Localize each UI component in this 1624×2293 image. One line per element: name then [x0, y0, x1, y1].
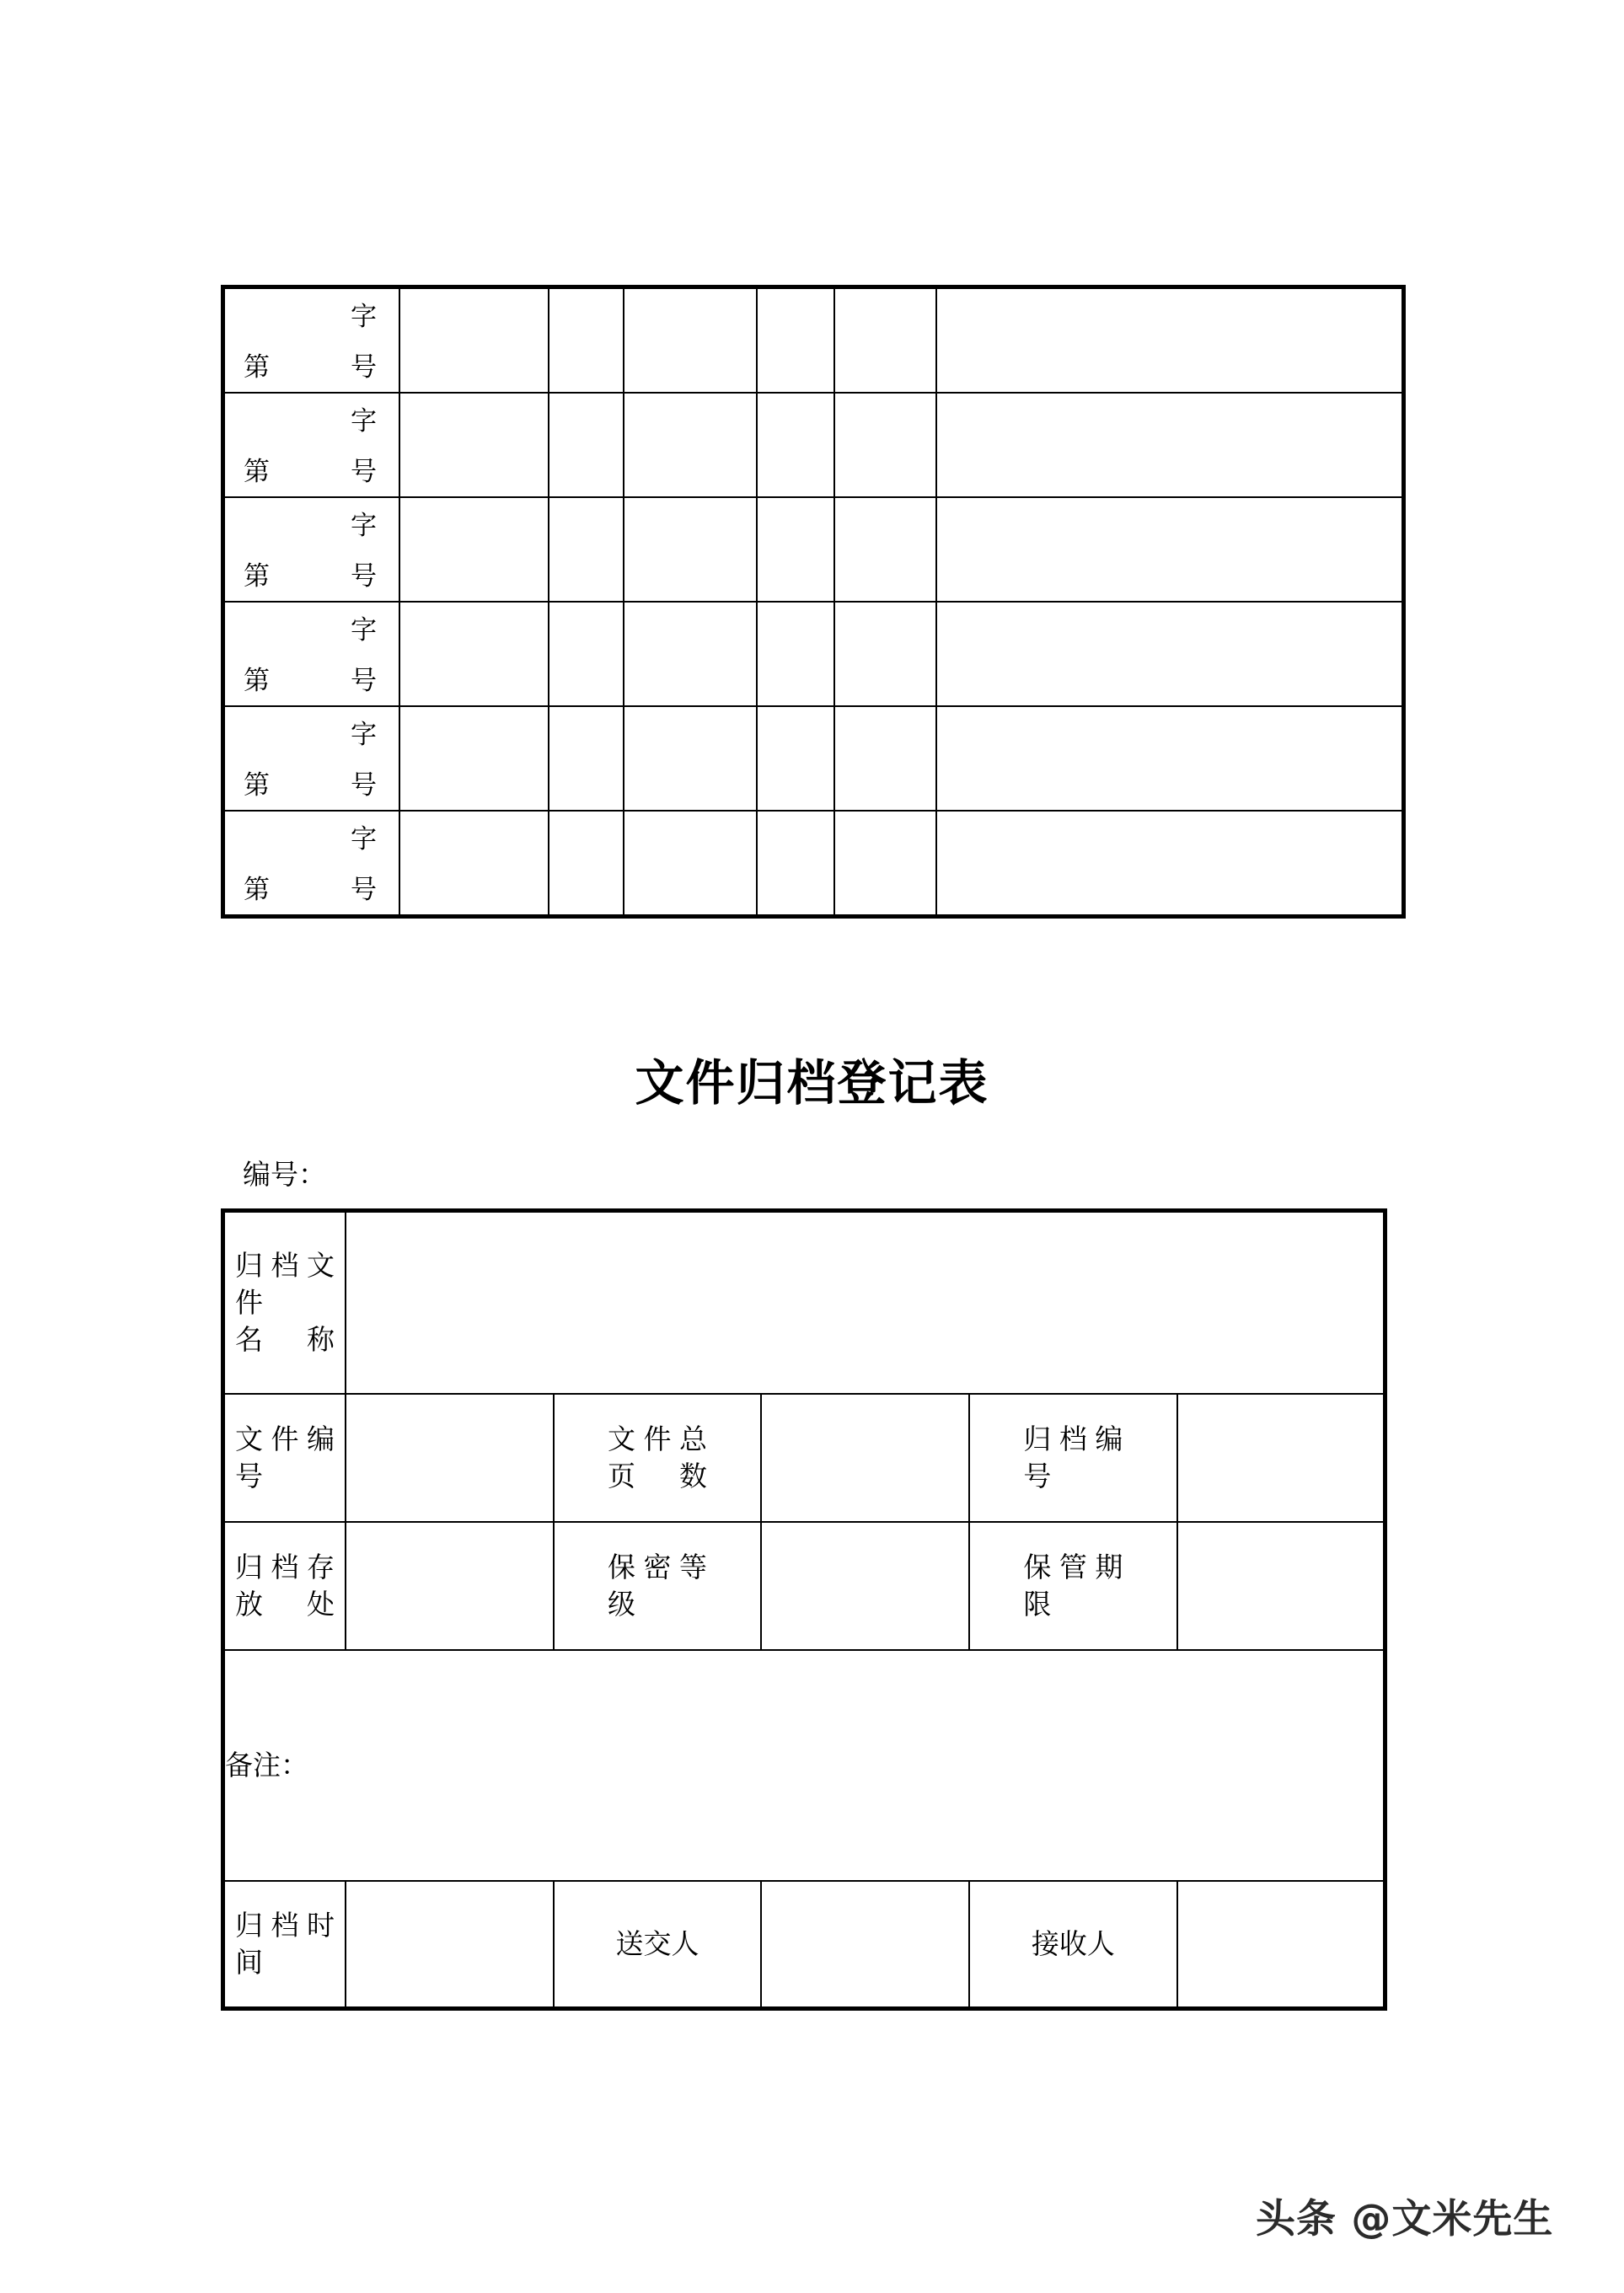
table-cell[interactable]	[399, 811, 549, 917]
table-row	[223, 393, 1404, 497]
doc-number-suffix: 号	[351, 352, 377, 383]
label-line: 保管期	[1023, 1551, 1123, 1583]
doc-number-suffix: 号	[351, 770, 377, 801]
serial-number-label: 编号：	[243, 1158, 326, 1191]
label-line: 归档时	[235, 1909, 335, 1942]
table-cell[interactable]	[624, 287, 757, 394]
label-line: 号	[235, 1460, 263, 1492]
table-row-remarks	[223, 1650, 1385, 1881]
doc-number-line	[244, 665, 377, 697]
table-cell[interactable]	[834, 287, 936, 394]
label-line: 接收人	[1031, 1927, 1115, 1960]
label-confidentiality-level	[554, 1522, 762, 1650]
table-cell[interactable]	[834, 811, 936, 917]
table-cell[interactable]	[624, 497, 757, 602]
value-total-pages[interactable]	[761, 1394, 969, 1522]
doc-number-cell[interactable]	[223, 287, 400, 394]
table-cell[interactable]	[549, 811, 624, 917]
doc-number-unit: 字	[351, 824, 377, 855]
table-cell[interactable]	[936, 393, 1404, 497]
table-row	[223, 811, 1404, 917]
table-cell[interactable]	[399, 706, 549, 811]
table-cell[interactable]	[624, 393, 757, 497]
label-line: 文件总	[608, 1422, 708, 1455]
doc-number-prefix: 第	[244, 770, 270, 801]
table-row	[223, 287, 1404, 394]
doc-number-suffix: 号	[351, 561, 377, 592]
doc-number-line	[244, 874, 377, 906]
table-cell[interactable]	[624, 602, 757, 706]
value-receiver[interactable]	[1177, 1881, 1385, 2009]
value-archived-file-name[interactable]	[346, 1211, 1385, 1395]
label-line: 放处	[235, 1588, 335, 1621]
doc-number-prefix: 第	[244, 666, 270, 696]
table-row-file-info	[223, 1394, 1385, 1522]
archive-registration-table	[221, 1208, 1387, 2011]
label-line: 保密等	[608, 1551, 708, 1583]
doc-number-prefix: 第	[244, 352, 270, 383]
doc-number-unit: 字	[351, 720, 377, 750]
table-cell[interactable]	[399, 602, 549, 706]
label-remarks: 备注：	[225, 1749, 308, 1781]
table-cell[interactable]	[834, 706, 936, 811]
label-receiver	[969, 1881, 1177, 2009]
doc-number-prefix: 第	[244, 561, 270, 592]
table-cell[interactable]	[549, 602, 624, 706]
doc-number-cell[interactable]	[223, 497, 400, 602]
doc-number-cell[interactable]	[223, 706, 400, 811]
value-archive-time[interactable]	[346, 1881, 554, 2009]
doc-number-prefix: 第	[244, 875, 270, 905]
label-line: 归档文	[235, 1249, 335, 1282]
doc-number-line	[244, 769, 377, 801]
table-row-file-name	[223, 1211, 1385, 1395]
table-cell[interactable]	[936, 706, 1404, 811]
doc-number-cell[interactable]	[223, 393, 400, 497]
label-file-number	[223, 1394, 346, 1522]
table-cell[interactable]	[757, 497, 834, 602]
watermark-text: 头条 @文米先生	[1256, 2196, 1554, 2242]
table-row	[223, 497, 1404, 602]
label-archived-file-name	[223, 1211, 346, 1395]
table-cell[interactable]	[399, 393, 549, 497]
value-storage-location[interactable]	[346, 1522, 554, 1650]
doc-number-prefix: 第	[244, 457, 270, 487]
table-cell[interactable]	[624, 706, 757, 811]
table-cell[interactable]	[549, 393, 624, 497]
table-cell[interactable]	[757, 393, 834, 497]
table-cell[interactable]	[936, 811, 1404, 917]
label-line: 号	[1023, 1460, 1052, 1492]
table-cell[interactable]	[757, 602, 834, 706]
table-cell[interactable]	[757, 811, 834, 917]
label-line: 送交人	[615, 1927, 699, 1960]
table-cell[interactable]	[757, 287, 834, 394]
document-number-table	[221, 285, 1406, 919]
label-line: 归档存	[235, 1551, 335, 1583]
table-cell[interactable]	[936, 497, 1404, 602]
doc-number-line	[244, 351, 377, 383]
label-line: 归档编	[1023, 1422, 1123, 1455]
doc-number-unit: 字	[351, 302, 377, 332]
label-retention-period	[969, 1522, 1177, 1650]
value-confidentiality-level[interactable]	[761, 1522, 969, 1650]
value-deliverer[interactable]	[761, 1881, 969, 2009]
table-cell[interactable]	[549, 706, 624, 811]
table-cell[interactable]	[399, 287, 549, 394]
table-cell[interactable]	[399, 497, 549, 602]
value-archive-number[interactable]	[1177, 1394, 1385, 1522]
value-file-number[interactable]	[346, 1394, 554, 1522]
table-cell[interactable]	[549, 287, 624, 394]
table-cell[interactable]	[936, 602, 1404, 706]
label-deliverer	[554, 1881, 762, 2009]
label-storage-location	[223, 1522, 346, 1650]
doc-number-line	[244, 456, 377, 488]
page-title: 文件归档登记表	[635, 1054, 989, 1112]
label-line: 件	[235, 1286, 263, 1319]
table-row	[223, 602, 1404, 706]
doc-number-line	[244, 560, 377, 592]
label-line: 限	[1023, 1588, 1052, 1621]
label-line: 页数	[608, 1460, 708, 1492]
doc-number-suffix: 号	[351, 666, 377, 696]
archive-registration-table-wrapper	[221, 1208, 1387, 2011]
table-row	[223, 706, 1404, 811]
doc-number-unit: 字	[351, 406, 377, 437]
doc-number-cell[interactable]	[223, 811, 400, 917]
table-cell[interactable]	[757, 706, 834, 811]
doc-number-suffix: 号	[351, 875, 377, 905]
table-row-storage-info	[223, 1522, 1385, 1650]
document-number-table-wrapper	[221, 285, 1387, 919]
label-line: 文件编	[235, 1422, 335, 1455]
label-line: 级	[608, 1588, 636, 1621]
label-archive-number	[969, 1394, 1177, 1522]
table-cell[interactable]	[549, 497, 624, 602]
table-cell[interactable]	[834, 602, 936, 706]
remarks-cell[interactable]	[223, 1650, 1385, 1881]
table-cell[interactable]	[834, 393, 936, 497]
label-line: 间	[235, 1946, 263, 1979]
doc-number-unit: 字	[351, 511, 377, 541]
label-line: 名称	[235, 1323, 335, 1356]
value-retention-period[interactable]	[1177, 1522, 1385, 1650]
doc-number-unit: 字	[351, 615, 377, 646]
table-cell[interactable]	[936, 287, 1404, 394]
table-row-handover	[223, 1881, 1385, 2009]
label-archive-time	[223, 1881, 346, 2009]
table-cell[interactable]	[624, 811, 757, 917]
label-total-pages	[554, 1394, 762, 1522]
doc-number-suffix: 号	[351, 457, 377, 487]
table-cell[interactable]	[834, 497, 936, 602]
doc-number-cell[interactable]	[223, 602, 400, 706]
